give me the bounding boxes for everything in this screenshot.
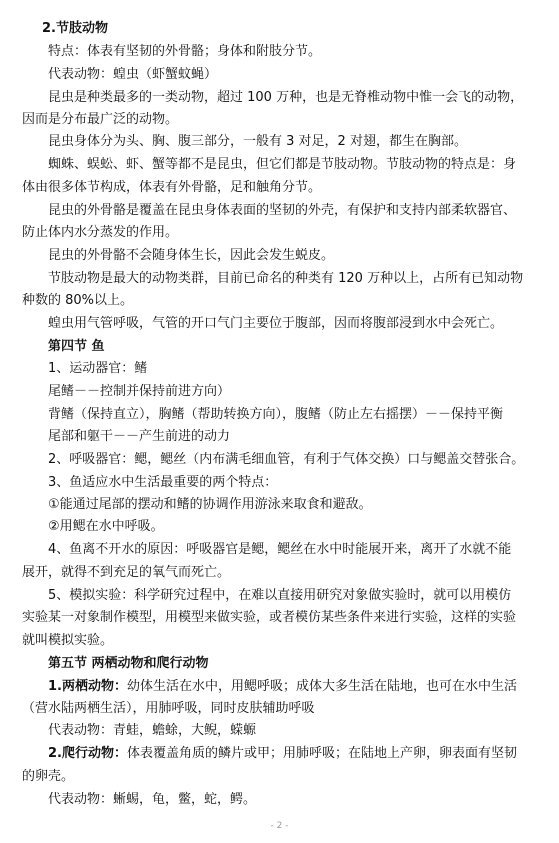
text-line: 昆虫的外骨骼不会随身体生长，因此会发生蜕皮。 <box>48 248 335 263</box>
text-line: ②用鳃在水中呼吸。 <box>48 519 164 534</box>
text-line: 体由很多体节构成，体表有外骨骼，足和触角分节。 <box>22 180 322 195</box>
page-number: - 2 - <box>270 821 289 831</box>
section-heading: 2.节肢动物 <box>42 21 108 36</box>
text-line: 1、运动器官：鳍 <box>48 361 148 376</box>
text-line: 种数的 80%以上。 <box>22 293 134 308</box>
text-line: 2.爬行动物：体表覆盖角质的鳞片或甲；用肺呼吸；在陆地上产卵，卵表面有坚韧 <box>48 746 517 761</box>
text-line: 展开，就得不到充足的氧气而死亡。 <box>22 565 231 580</box>
section-heading: 第五节 两栖动物和爬行动物 <box>48 656 209 671</box>
text-line: 代表动物：青蛙，蟾蜍，大鲵，蝾螈 <box>48 723 257 738</box>
text-line: 代表动物：蝗虫（虾蟹蚊蝇） <box>48 67 218 82</box>
text-line: 代表动物：蜥蜴，龟，鳖，蛇，鳄。 <box>48 792 257 807</box>
text-line: 5、模拟实验：科学研究过程中，在难以直接用研究对象做实验时，就可以用模仿 <box>48 588 512 603</box>
text-line: 就叫模拟实验。 <box>22 633 114 648</box>
text-line: 尾部和躯干－－产生前进的动力 <box>48 429 231 444</box>
text-line: （营水陆两栖生活），用肺呼吸，同时皮肤辅助呼吸 <box>22 701 315 716</box>
text-line: ①能通过尾部的摆动和鳍的协调作用游泳来取食和避敌。 <box>48 497 372 512</box>
text-line: 实验某一对象制作模型，用模型来做实验，或者模仿某些条件来进行实验，这样的实验 <box>22 610 517 625</box>
text-line: 昆虫是种类最多的一类动物，超过 100 万种，也是无脊椎动物中惟一会飞的动物， <box>48 90 524 105</box>
text-line: 4、鱼离不开水的原因：呼吸器官是鳃，鳃丝在水中时能展开来，离开了水就不能 <box>48 542 512 557</box>
text-line: 特点：体表有坚韧的外骨骼；身体和附肢分节。 <box>48 44 322 59</box>
text-line: 尾鳍－－控制并保持前进方向） <box>48 384 231 399</box>
text-line: 背鳍（保持直立），胸鳍（帮助转换方向），腹鳍（防止左右摇摆）－－保持平衡 <box>48 407 504 422</box>
text-line: 昆虫的外骨骼是覆盖在昆虫身体表面的坚韧的外壳，有保护和支持内部柔软器官、 <box>48 203 517 218</box>
text-line: 蝗虫用气管呼吸，气管的开口气门主要位于腹部，因而将腹部浸到水中会死亡。 <box>48 316 504 331</box>
term-label: 1.两栖动物： <box>48 679 127 694</box>
term-label: 2.爬行动物： <box>48 746 127 761</box>
text-line: 节肢动物是最大的动物类群，目前已命名的种类有 120 万种以上，占所有已知动物 <box>48 271 524 286</box>
text-line: 3、鱼适应水中生活最重要的两个特点： <box>48 475 278 490</box>
text-line: 蜘蛛、蜈蚣、虾、蟹等都不是昆虫，但它们都是节肢动物。节肢动物的特点是：身 <box>48 157 517 172</box>
text-line: 的卵壳。 <box>22 769 75 784</box>
text-line: 2、呼吸器官：鳃，鳃丝（内布满毛细血管，有利于气体交换）口与鳃盖交替张合。 <box>48 452 525 467</box>
text-line: 因而是分布最广泛的动物。 <box>22 112 179 127</box>
text-line: 1.两栖动物：幼体生活在水中，用鳃呼吸；成体大多生活在陆地，也可在水中生活 <box>48 679 517 694</box>
section-heading: 第四节 鱼 <box>48 339 105 354</box>
text-line: 昆虫身体分为头、胸、腹三部分，一般有 3 对足，2 对翅，都生在胸部。 <box>48 134 467 149</box>
text-line: 防止体内水分蒸发的作用。 <box>22 225 179 240</box>
